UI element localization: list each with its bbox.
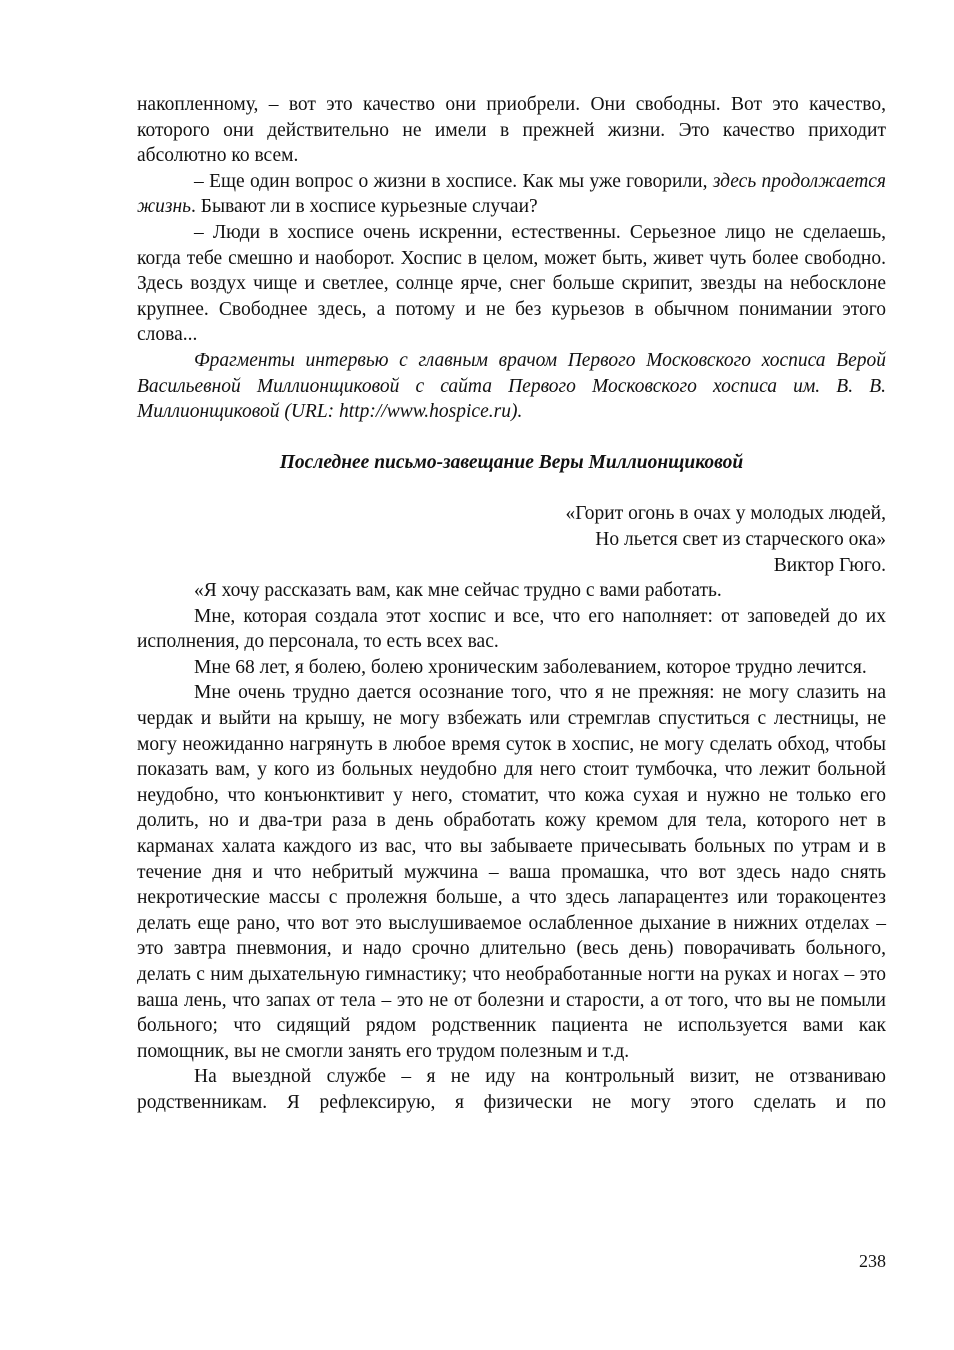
question-text-start: – Еще один вопрос о жизни в хосписе. Как мы уже говорили, (194, 170, 713, 192)
letter-paragraph: Мне, которая создала этот хоспис и все, что его наполняет: от заповедей до их исполнения, до персонала, то есть всех вас. (137, 605, 886, 653)
section-title: Последнее письмо-завещание Веры Миллионщиковой (279, 451, 744, 473)
epigraph-author: Виктор Гюго. (773, 554, 886, 576)
letter-paragraph-continued: На выездной службе – я не иду на контрольный визит, не отзваниваю родственникам. Я рефлексирую, я физически не могу этого сделать и по (137, 1066, 886, 1113)
source-citation: Фрагменты интервью с главным врачом Первого Московского хосписа Верой Васильевной Миллионщиковой с сайта Первого Московского хосписа им. В. В. Миллионщиковой (URL: http://www.hospice.ru). (137, 349, 886, 423)
question-text-end: . Бывают ли в хосписе курьезные случаи? (191, 196, 538, 218)
question-italic-phrase: здесь продолжается жизнь (137, 170, 886, 218)
page-number: 238 (859, 1251, 886, 1271)
letter-paragraph: Мне очень трудно дается осознание того, что я не прежняя: не могу слазить на чердак и выйти на крышу, не могу взбежать или стремглав спуститься с лестницы, не могу неожиданно нагрянуть в любое время суток в хоспис, не могу сделать обход, чтобы показать вам, у кого из больных неудобно для него стоит тумбочка, что лежит больной неудобно, что конъюнктивит у него, стоматит, что кожа сухая и нужно не только его долить, но и два-три раза в день обработать кожу кремом для тела, которого нет в карманах халата каждого из вас, что вы забываете причесывать больных по утрам и в течение дня и что небритый мужчина – ваша промашка, что вот здесь надо снять некротические массы с пролежня больше, а что здесь лапарацентез или торакоцентез делать еще рано, что вот это выслушиваемое ослабленное дыхание в нижних отделах – это завтра пневмония, и надо срочно длительно (весь день) поворачивать больного, делать с ним дыхательную гимнастику; что необработанные ногти на руках и ногах – это ваша лень, что запах от тела – это не от болезни и старости, а от того, что вы не помыли больного; что сидящий рядом родственник пациента не используется вами как помощник, вы не смогли занять его трудом полезным и т.д. (137, 682, 886, 1062)
main-text-block (137, 92, 886, 1116)
interview-answer: – Люди в хосписе очень искренни, естественны. Серьезное лицо не сделаешь, когда тебе смешно и наоборот. Хоспис в целом, может быть, живет чуть более свободно. Здесь воздух чище и светлее, солнце ярче, снег больше скрипит, звезды на небосклоне крупнее. Свободнее здесь, а потому и не без курьезов в обычном понимании этого слова... (137, 221, 886, 346)
interview-question (137, 169, 886, 220)
paragraph-continuation: накопленному, – вот это качество они приобрели. Они свободны. Вот это качество, которого они действительно не имели в прежней жизни. Это качество приходит абсолютно ко всем. (137, 94, 886, 167)
epigraph-line-2: Но льется свет из старческого ока» (595, 528, 886, 550)
letter-paragraph: Мне 68 лет, я болею, болею хроническим заболеванием, которое трудно лечится. (194, 656, 867, 678)
epigraph-line-1: «Горит огонь в очах у молодых людей, (565, 503, 886, 525)
letter-paragraph: «Я хочу рассказать вам, как мне сейчас трудно с вами работать. (194, 580, 722, 602)
